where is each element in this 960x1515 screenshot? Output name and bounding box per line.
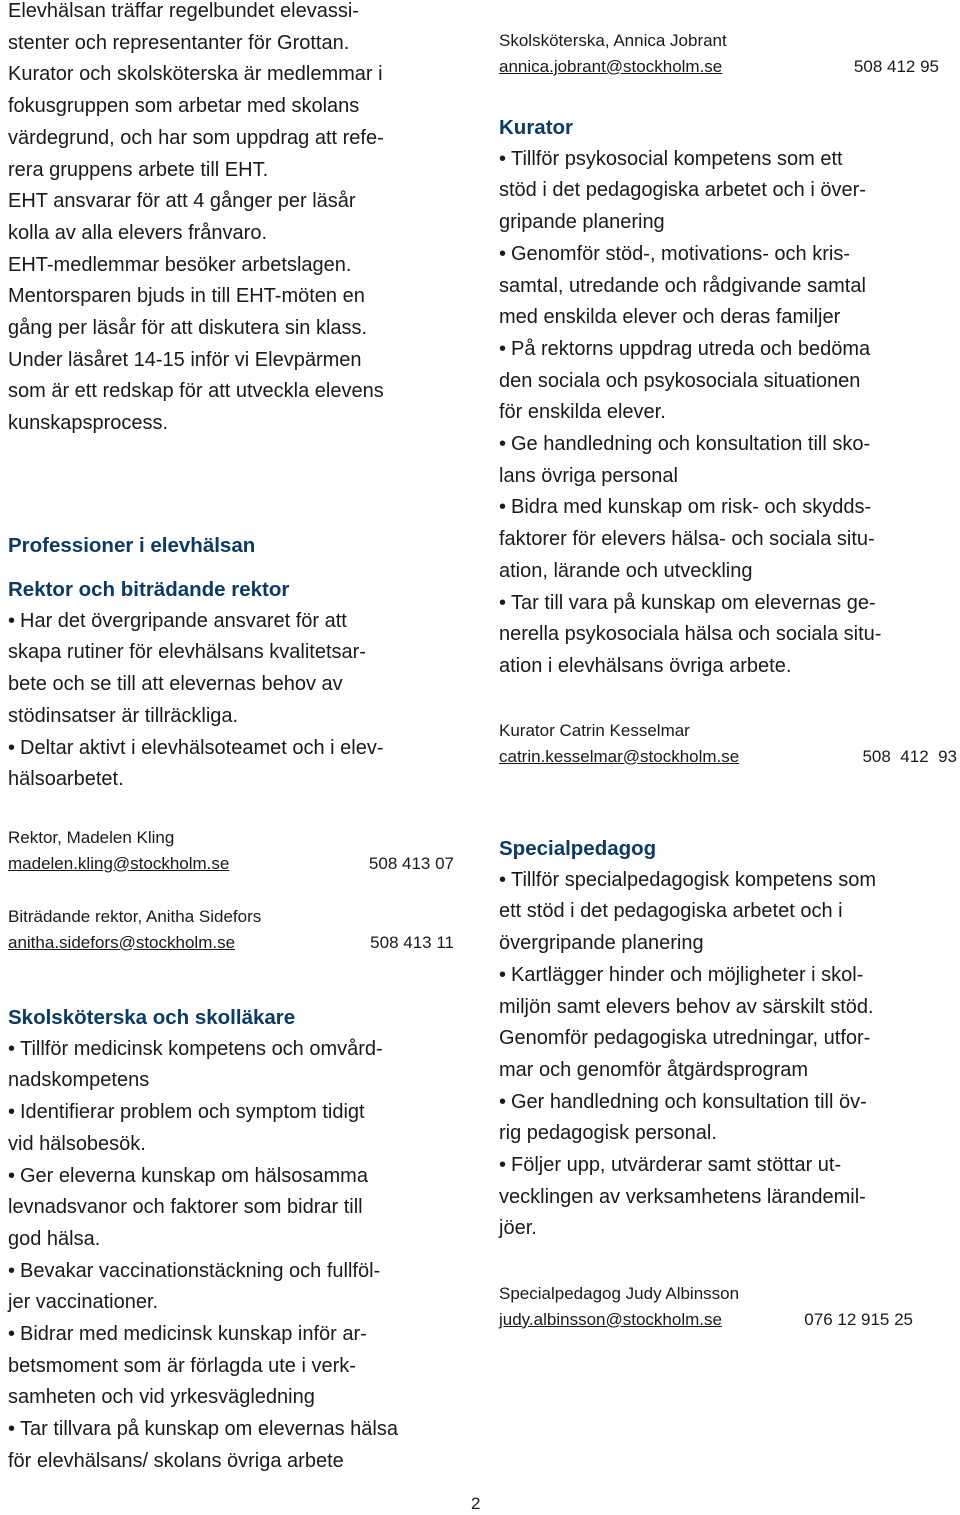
intro-line: EHT-medlemmar besöker arbetslagen. (8, 253, 352, 276)
bullet-text: På rektorns uppdrag utreda och bedöma (511, 337, 871, 360)
bullet-text: samtal, utredande och rådgivande samtal (499, 274, 866, 297)
bullet-item (499, 960, 957, 1087)
contact-phone: 076 12 915 25 (804, 1309, 913, 1329)
intro-line: värdegrund, och har som uppdrag att refe- (8, 126, 384, 149)
bullet-item (499, 1150, 957, 1245)
nurse-contact (499, 28, 939, 79)
bullet-text: gripande planering (499, 211, 665, 234)
intro-line: Elevhälsan träffar regelbundet elevassi- (8, 0, 359, 22)
bullet-item (499, 1087, 957, 1150)
contact-name: Kurator Catrin Kesselmar (499, 721, 690, 740)
bullet-item (8, 1161, 470, 1256)
rektor-heading: Rektor och biträdande rektor (8, 578, 290, 601)
bullet-text: Tillför psykosocial kompetens som ett (511, 147, 843, 170)
kurator-heading: Kurator (499, 116, 574, 139)
bullet-text: nerella psykosociala hälsa och sociala situ- (499, 623, 882, 646)
bullet-text: faktorer för elevers hälsa- och sociala situ- (499, 528, 875, 551)
bullet-item (8, 1256, 470, 1319)
bullet-text: jöer. (499, 1217, 537, 1240)
bullet-item (8, 1319, 470, 1414)
bullet-text: Tar till vara på kunskap om elevernas ge- (511, 591, 876, 614)
intro-line: rera gruppens arbete till EHT. (8, 158, 269, 181)
contact-phone: 508 413 07 (368, 853, 454, 873)
contact-name: Specialpedagog Judy Albinsson (499, 1284, 740, 1303)
bullet-text: betsmoment som är förlagda ute i verk- (8, 1354, 356, 1377)
bullet-text: vecklingen av verksamhetens lärandemil- (499, 1185, 866, 1208)
intro-line: kunskapsprocess. (8, 412, 169, 435)
bullet-text: rig pedagogisk personal. (499, 1122, 717, 1145)
bullet-icon: • (499, 1154, 507, 1177)
bullet-text: miljön samt elevers behov av särskilt stöd. (499, 995, 874, 1018)
bullet-text: den sociala och psykosociala situationen (499, 369, 861, 392)
bullet-icon: • (8, 736, 16, 759)
bullet-item (8, 606, 470, 733)
bullet-text: stödinsatser är tillräckliga. (8, 704, 239, 727)
contact-email-link[interactable]: judy.albinsson@stockholm.se (499, 1309, 722, 1329)
bullet-text: levnadsvanor och faktorer som bidrar till (8, 1196, 363, 1219)
bullet-text: Deltar aktivt i elevhälsoteamet och i elev- (20, 736, 384, 759)
section-title: Professioner i elevhälsan (8, 534, 256, 557)
intro-line: stenter och representanter för Grottan. (8, 31, 350, 54)
bullet-icon: • (499, 433, 507, 456)
bullet-icon: • (8, 1418, 16, 1441)
bullet-icon: • (8, 609, 16, 632)
bullet-icon: • (499, 337, 507, 360)
bullet-text: Bidra med kunskap om risk- och skydds- (511, 496, 872, 519)
contact-email-link[interactable]: annica.jobrant@stockholm.se (499, 56, 723, 76)
bullet-text: Bevakar vaccinationstäckning och fullföl- (20, 1259, 381, 1282)
bullet-text: Tillför medicinsk kompetens och omvård- (20, 1037, 383, 1060)
kurator-section (499, 112, 957, 683)
bullet-item (499, 429, 957, 492)
bullet-text: god hälsa. (8, 1227, 101, 1250)
bullet-item (8, 1034, 470, 1097)
bullet-icon: • (499, 147, 507, 170)
rektor-section (8, 574, 470, 796)
contact-email-link[interactable]: madelen.kling@stockholm.se (8, 853, 230, 873)
bullet-icon: • (499, 496, 507, 519)
bullet-text: bete och se till att elevernas behov av (8, 673, 343, 696)
bullet-icon: • (8, 1164, 16, 1187)
intro-paragraph (8, 0, 470, 440)
bullet-text: för enskilda elever. (499, 401, 666, 424)
contact-email-link[interactable]: catrin.kesselmar@stockholm.se (499, 746, 740, 766)
bullet-text: Genomför pedagogiska utredningar, utfor- (499, 1027, 871, 1050)
bullet-text: övergripande planering (499, 932, 704, 955)
bullet-text: Följer upp, utvärderar samt stöttar ut- (511, 1154, 842, 1177)
bullet-text: samheten och vid yrkesvägledning (8, 1386, 315, 1409)
intro-line: Under läsåret 14-15 inför vi Elevpärmen (8, 348, 362, 371)
bullet-icon: • (499, 591, 507, 614)
bullet-icon: • (8, 1037, 16, 1060)
contact-phone: 508 412 95 (853, 56, 939, 76)
rektor-contact (8, 825, 454, 876)
bullet-text: Ge handledning och konsultation till sko- (511, 433, 871, 456)
intro-line: Mentorsparen bjuds in till EHT-möten en (8, 285, 365, 308)
bullet-item (8, 1414, 470, 1477)
bullet-icon: • (499, 868, 507, 891)
contact-email-link[interactable]: anitha.sidefors@stockholm.se (8, 932, 236, 952)
specialpedagog-heading: Specialpedagog (499, 837, 657, 860)
bullet-item (8, 1097, 470, 1160)
bullet-text: Har det övergripande ansvaret för att (20, 609, 347, 632)
intro-line: gång per läsår för att diskutera sin klass. (8, 317, 368, 340)
contact-phone: 508 412 93 (862, 746, 957, 766)
bullet-text: Tar tillvara på kunskap om elevernas hälsa (20, 1418, 398, 1441)
bullet-item (499, 144, 957, 239)
bullet-item (499, 492, 957, 587)
bullet-item (499, 239, 957, 334)
bullet-text: lans övriga personal (499, 464, 678, 487)
bullet-icon: • (499, 242, 507, 265)
bullet-text: Tillför specialpedagogisk kompetens som (511, 868, 876, 891)
bullet-icon: • (8, 1101, 16, 1124)
bullet-text: Kartlägger hinder och möjligheter i skol- (511, 963, 864, 986)
intro-line: EHT ansvarar för att 4 gånger per läsår (8, 190, 356, 213)
bullet-text: nadskompetens (8, 1069, 150, 1092)
bullet-item (8, 733, 470, 796)
vice-rektor-contact (8, 904, 454, 955)
bullet-text: jer vaccinationer. (8, 1291, 159, 1314)
contact-name: Rektor, Madelen Kling (8, 828, 175, 847)
skolskoterska-heading: Skolsköterska och skolläkare (8, 1006, 296, 1029)
bullet-icon: • (8, 1323, 16, 1346)
bullet-icon: • (499, 1090, 507, 1113)
bullet-text: ett stöd i det pedagogiska arbetet och i (499, 900, 843, 923)
bullet-text: Genomför stöd-, motivations- och kris- (511, 242, 850, 265)
intro-line: fokusgruppen som arbetar med skolans (8, 95, 360, 118)
bullet-text: skapa rutiner för elevhälsans kvalitetsar- (8, 641, 366, 664)
bullet-text: vid hälsobesök. (8, 1132, 146, 1155)
bullet-text: Bidrar med medicinsk kunskap inför ar- (20, 1323, 367, 1346)
bullet-icon: • (8, 1259, 16, 1282)
intro-line: som är ett redskap för att utveckla elevens (8, 380, 384, 403)
bullet-text: ation i elevhälsans övriga arbete. (499, 654, 792, 677)
contact-name: Biträdande rektor, Anitha Sidefors (8, 907, 262, 926)
bullet-item (499, 588, 957, 683)
bullet-text: stöd i det pedagogiska arbetet och i över- (499, 179, 866, 202)
bullet-text: hälsoarbetet. (8, 768, 124, 791)
bullet-text: Ger handledning och konsultation till öv- (511, 1090, 867, 1113)
intro-line: kolla av alla elevers frånvaro. (8, 221, 268, 244)
bullet-text: Identifierar problem och symptom tidigt (20, 1101, 365, 1124)
bullet-item (499, 865, 957, 960)
bullet-text: Ger eleverna kunskap om hälsosamma (20, 1164, 368, 1187)
skolskoterska-section (8, 1002, 470, 1478)
page-number: 2 (471, 1494, 481, 1513)
kurator-contact (499, 718, 957, 769)
bullet-text: med enskilda elever och deras familjer (499, 306, 841, 329)
contact-phone: 508 413 11 (370, 932, 454, 952)
specialpedagog-contact (499, 1281, 913, 1332)
bullet-icon: • (499, 963, 507, 986)
bullet-text: mar och genomför åtgärdsprogram (499, 1058, 809, 1081)
specialpedagog-section (499, 833, 957, 1245)
bullet-item (499, 334, 957, 429)
bullet-text: för elevhälsans/ skolans övriga arbete (8, 1449, 344, 1472)
contact-name: Skolsköterska, Annica Jobrant (499, 31, 727, 50)
bullet-text: ation, lärande och utveckling (499, 559, 753, 582)
intro-line: Kurator och skolsköterska är medlemmar i (8, 63, 383, 86)
